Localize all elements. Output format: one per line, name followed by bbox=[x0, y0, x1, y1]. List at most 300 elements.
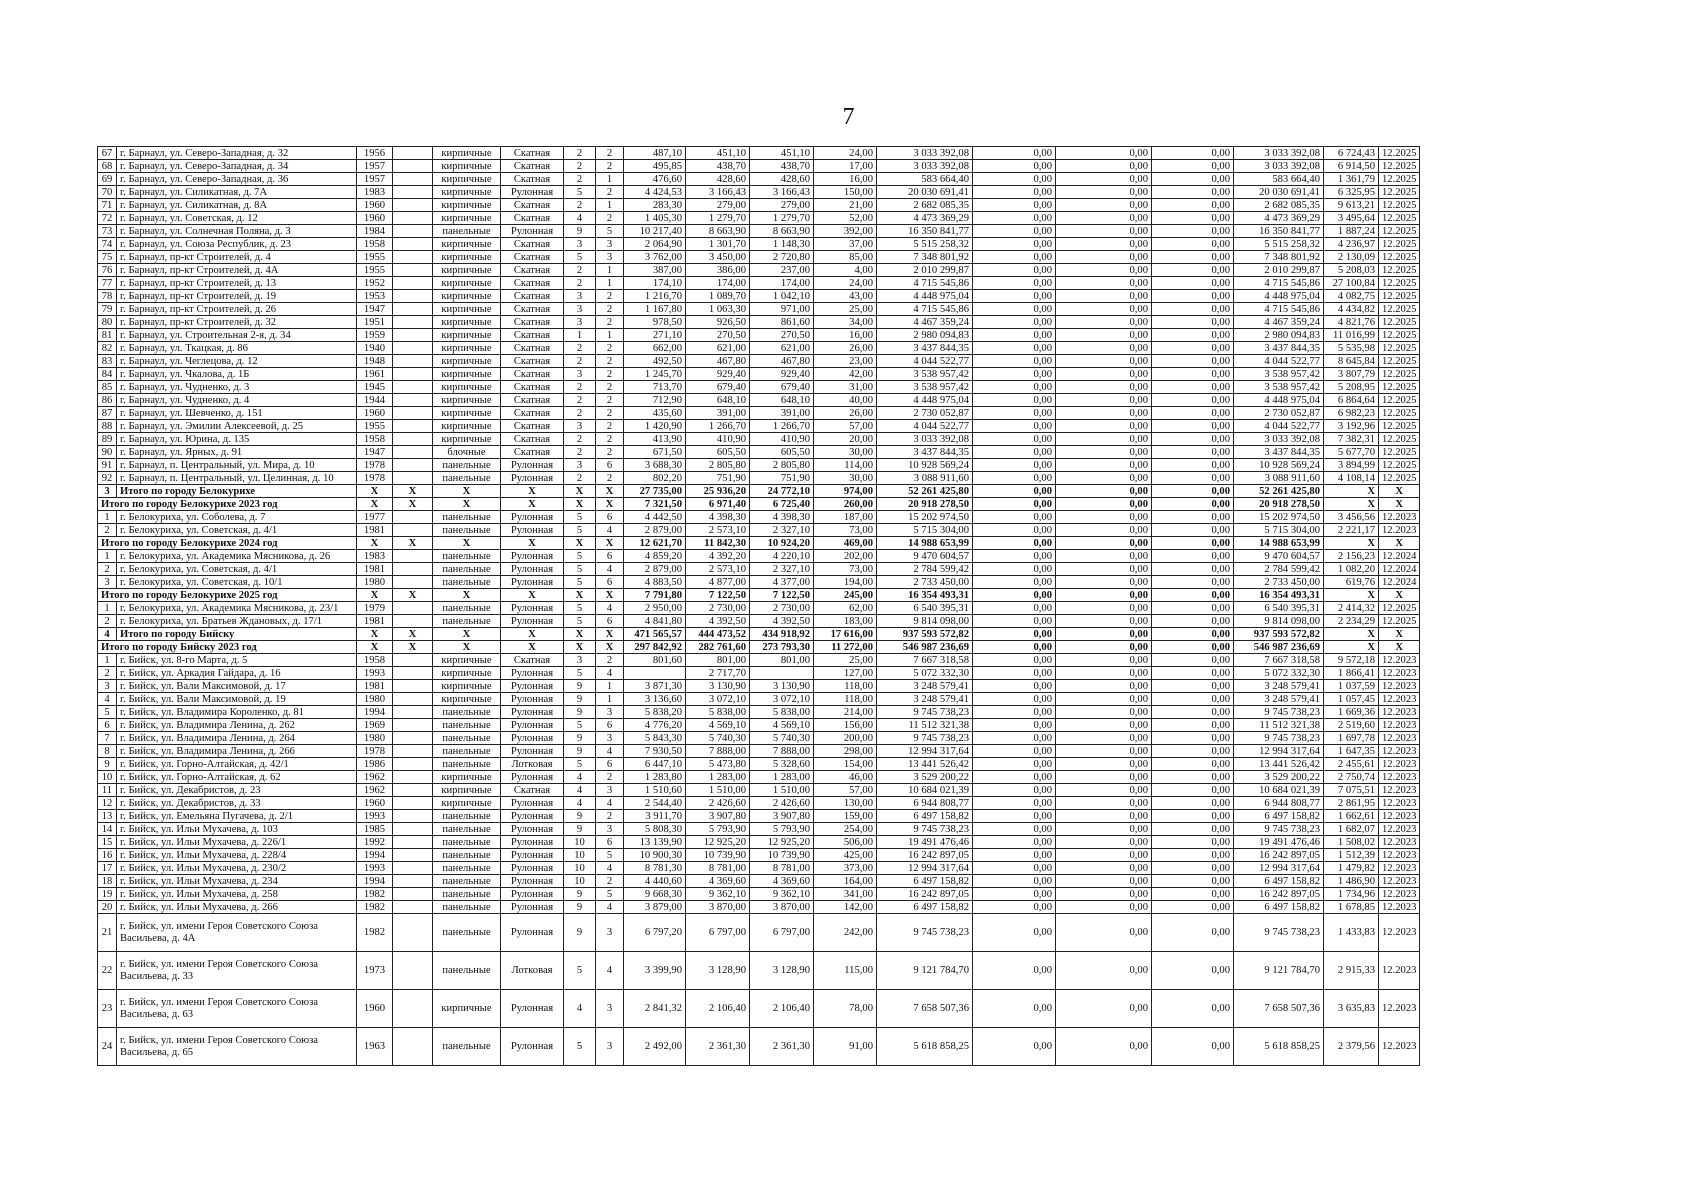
cost-total: 2 733 450,00 bbox=[877, 576, 973, 589]
total-area: 2 950,00 bbox=[624, 602, 686, 615]
wall-material: панельные bbox=[433, 836, 501, 849]
cost-local: 0,00 bbox=[1152, 251, 1234, 264]
total-area: 662,00 bbox=[624, 342, 686, 355]
cost-federal: 0,00 bbox=[973, 433, 1056, 446]
cost-owners: 3 088 911,60 bbox=[1234, 472, 1324, 485]
wall-material: кирпичные bbox=[433, 238, 501, 251]
cost-total: 14 988 653,99 bbox=[877, 537, 973, 550]
address: г. Барнаул, ул. Чеглецова, д. 12 bbox=[117, 355, 357, 368]
total-area: 9 668,30 bbox=[624, 888, 686, 901]
planned-date: 12.2025 bbox=[1379, 186, 1420, 199]
residents: 242,00 bbox=[814, 914, 877, 952]
table-row bbox=[98, 394, 1420, 407]
cost-regional: 0,00 bbox=[1056, 537, 1152, 550]
planned-date: 12.2025 bbox=[1379, 238, 1420, 251]
year-built: 1947 bbox=[357, 303, 393, 316]
floors: X bbox=[564, 589, 596, 602]
summary-row bbox=[98, 537, 1420, 550]
table-row bbox=[98, 147, 1420, 160]
cost-owners: 4 044 522,77 bbox=[1234, 420, 1324, 433]
planned-date: 12.2025 bbox=[1379, 173, 1420, 186]
wall-material: X bbox=[433, 589, 501, 602]
cost-owners: 3 248 579,41 bbox=[1234, 693, 1324, 706]
cost-local: 0,00 bbox=[1152, 952, 1234, 990]
floors: 3 bbox=[564, 654, 596, 667]
total-area: 4 424,53 bbox=[624, 186, 686, 199]
residents: 25,00 bbox=[814, 654, 877, 667]
year-built: 1955 bbox=[357, 264, 393, 277]
cost-owners: 937 593 572,82 bbox=[1234, 628, 1324, 641]
address: г. Барнаул, пр-кт Строителей, д. 4А bbox=[117, 264, 357, 277]
cost-per-sqm: 5 677,70 bbox=[1324, 446, 1379, 459]
cost-federal: 0,00 bbox=[973, 875, 1056, 888]
table-row bbox=[98, 1028, 1420, 1066]
cost-total: 4 044 522,77 bbox=[877, 420, 973, 433]
entrances: 5 bbox=[596, 849, 624, 862]
total-area: 802,20 bbox=[624, 472, 686, 485]
cost-regional: 0,00 bbox=[1056, 472, 1152, 485]
summary-label: Итого по городу Белокурихе 2025 год bbox=[98, 589, 357, 602]
entrances: 3 bbox=[596, 251, 624, 264]
floors: 4 bbox=[564, 990, 596, 1028]
residents: 392,00 bbox=[814, 225, 877, 238]
row-number: 90 bbox=[98, 446, 117, 459]
cost-per-sqm: 2 221,17 bbox=[1324, 524, 1379, 537]
wall-material: панельные bbox=[433, 862, 501, 875]
planned-date: 12.2025 bbox=[1379, 602, 1420, 615]
roof-type: X bbox=[501, 628, 564, 641]
cost-federal: 0,00 bbox=[973, 849, 1056, 862]
floors: 2 bbox=[564, 147, 596, 160]
table-row bbox=[98, 732, 1420, 745]
roof-type: Рулонная bbox=[501, 823, 564, 836]
cost-federal: 0,00 bbox=[973, 654, 1056, 667]
year-reconstructed bbox=[393, 238, 433, 251]
table-row bbox=[98, 836, 1420, 849]
roof-type: Скатная bbox=[501, 368, 564, 381]
address: г. Барнаул, пр-кт Строителей, д. 13 bbox=[117, 277, 357, 290]
table-row bbox=[98, 875, 1420, 888]
cost-per-sqm: 6 724,43 bbox=[1324, 147, 1379, 160]
year-built: 1993 bbox=[357, 862, 393, 875]
floors: 9 bbox=[564, 225, 596, 238]
living-area: 7 888,00 bbox=[686, 745, 750, 758]
cost-per-sqm: 11 016,99 bbox=[1324, 329, 1379, 342]
total-area: 5 838,20 bbox=[624, 706, 686, 719]
table-row bbox=[98, 511, 1420, 524]
cost-regional: 0,00 bbox=[1056, 160, 1152, 173]
total-area: 7 930,50 bbox=[624, 745, 686, 758]
cost-per-sqm: 1 508,02 bbox=[1324, 836, 1379, 849]
floors: 3 bbox=[564, 459, 596, 472]
floors: 10 bbox=[564, 836, 596, 849]
total-area: 2 544,40 bbox=[624, 797, 686, 810]
planned-date: 12.2025 bbox=[1379, 433, 1420, 446]
year-built: 1983 bbox=[357, 186, 393, 199]
row-number: 1 bbox=[98, 511, 117, 524]
address: г. Бийск, ул. 8-го Марта, д. 5 bbox=[117, 654, 357, 667]
cost-per-sqm: 1 697,78 bbox=[1324, 732, 1379, 745]
address: г. Бийск, ул. Аркадия Гайдара, д. 16 bbox=[117, 667, 357, 680]
entrances: 3 bbox=[596, 914, 624, 952]
cost-owners: 6 497 158,82 bbox=[1234, 810, 1324, 823]
total-area: 1 405,30 bbox=[624, 212, 686, 225]
residents: 73,00 bbox=[814, 563, 877, 576]
year-reconstructed: X bbox=[393, 641, 433, 654]
residential-area: 971,00 bbox=[750, 303, 814, 316]
address: г. Барнаул, ул. Ткацкая, д. 86 bbox=[117, 342, 357, 355]
cost-per-sqm: X bbox=[1324, 537, 1379, 550]
residential-area: 279,00 bbox=[750, 199, 814, 212]
residential-area: 679,40 bbox=[750, 381, 814, 394]
total-area: 174,10 bbox=[624, 277, 686, 290]
residential-area: 1 510,00 bbox=[750, 784, 814, 797]
address: г. Барнаул, ул. Северо-Западная, д. 32 bbox=[117, 147, 357, 160]
living-area: 1 266,70 bbox=[686, 420, 750, 433]
cost-regional: 0,00 bbox=[1056, 914, 1152, 952]
year-reconstructed bbox=[393, 147, 433, 160]
floors: 2 bbox=[564, 277, 596, 290]
cost-regional: 0,00 bbox=[1056, 602, 1152, 615]
cost-owners: 4 448 975,04 bbox=[1234, 394, 1324, 407]
cost-total: 12 994 317,64 bbox=[877, 745, 973, 758]
address: г. Белокуриха, ул. Академика Мясникова, д. 23/1 bbox=[117, 602, 357, 615]
roof-type: Рулонная bbox=[501, 693, 564, 706]
wall-material: кирпичные bbox=[433, 290, 501, 303]
cost-per-sqm: X bbox=[1324, 485, 1379, 498]
living-area: 5 473,80 bbox=[686, 758, 750, 771]
wall-material: панельные bbox=[433, 615, 501, 628]
living-area: 5 838,00 bbox=[686, 706, 750, 719]
row-number: 9 bbox=[98, 758, 117, 771]
roof-type: Рулонная bbox=[501, 901, 564, 914]
table-row bbox=[98, 329, 1420, 342]
row-number: 86 bbox=[98, 394, 117, 407]
cost-federal: 0,00 bbox=[973, 758, 1056, 771]
entrances: 6 bbox=[596, 836, 624, 849]
cost-total: 19 491 476,46 bbox=[877, 836, 973, 849]
roof-type: Скатная bbox=[501, 199, 564, 212]
cost-per-sqm: 4 108,14 bbox=[1324, 472, 1379, 485]
residents: 115,00 bbox=[814, 952, 877, 990]
cost-total: 6 497 158,82 bbox=[877, 875, 973, 888]
planned-date: 12.2025 bbox=[1379, 342, 1420, 355]
year-built: 1957 bbox=[357, 160, 393, 173]
cost-total: 20 918 278,50 bbox=[877, 498, 973, 511]
entrances: 2 bbox=[596, 446, 624, 459]
cost-federal: 0,00 bbox=[973, 459, 1056, 472]
cost-regional: 0,00 bbox=[1056, 524, 1152, 537]
table-row bbox=[98, 745, 1420, 758]
residents: 91,00 bbox=[814, 1028, 877, 1066]
row-number: 76 bbox=[98, 264, 117, 277]
residents: 73,00 bbox=[814, 524, 877, 537]
cost-per-sqm: 2 915,33 bbox=[1324, 952, 1379, 990]
residential-area: 391,00 bbox=[750, 407, 814, 420]
cost-federal: 0,00 bbox=[973, 823, 1056, 836]
entrances: 2 bbox=[596, 368, 624, 381]
table-row bbox=[98, 173, 1420, 186]
roof-type: Рулонная bbox=[501, 511, 564, 524]
entrances: 6 bbox=[596, 459, 624, 472]
cost-owners: 3 437 844,35 bbox=[1234, 342, 1324, 355]
cost-per-sqm: 1 361,79 bbox=[1324, 173, 1379, 186]
year-reconstructed bbox=[393, 316, 433, 329]
entrances: X bbox=[596, 537, 624, 550]
year-built: 1956 bbox=[357, 147, 393, 160]
cost-total: 2 010 299,87 bbox=[877, 264, 973, 277]
address: г. Бийск, ул. имени Героя Советского Союза Васильева, д. 4А bbox=[117, 914, 357, 952]
address: г. Барнаул, пр-кт Строителей, д. 4 bbox=[117, 251, 357, 264]
address: г. Бийск, ул. Ильи Мухачева, д. 258 bbox=[117, 888, 357, 901]
roof-type: Скатная bbox=[501, 160, 564, 173]
wall-material: панельные bbox=[433, 719, 501, 732]
cost-owners: 52 261 425,80 bbox=[1234, 485, 1324, 498]
address: г. Бийск, ул. Ильи Мухачева, д. 226/1 bbox=[117, 836, 357, 849]
year-built: 1981 bbox=[357, 680, 393, 693]
planned-date: 12.2023 bbox=[1379, 667, 1420, 680]
cost-total: 2 980 094,83 bbox=[877, 329, 973, 342]
total-area: 492,50 bbox=[624, 355, 686, 368]
cost-federal: 0,00 bbox=[973, 706, 1056, 719]
entrances: 1 bbox=[596, 329, 624, 342]
table-row bbox=[98, 602, 1420, 615]
planned-date: 12.2025 bbox=[1379, 316, 1420, 329]
cost-regional: 0,00 bbox=[1056, 459, 1152, 472]
cost-owners: 9 814 098,00 bbox=[1234, 615, 1324, 628]
row-number: 6 bbox=[98, 719, 117, 732]
cost-regional: 0,00 bbox=[1056, 147, 1152, 160]
planned-date: 12.2024 bbox=[1379, 563, 1420, 576]
residents: 26,00 bbox=[814, 407, 877, 420]
planned-date: 12.2023 bbox=[1379, 758, 1420, 771]
entrances: 4 bbox=[596, 667, 624, 680]
year-reconstructed bbox=[393, 901, 433, 914]
residential-area: 3 166,43 bbox=[750, 186, 814, 199]
cost-per-sqm: 1 037,59 bbox=[1324, 680, 1379, 693]
roof-type: Скатная bbox=[501, 212, 564, 225]
total-area bbox=[624, 667, 686, 680]
year-reconstructed bbox=[393, 615, 433, 628]
cost-local: 0,00 bbox=[1152, 485, 1234, 498]
entrances: 3 bbox=[596, 238, 624, 251]
entrances: 2 bbox=[596, 654, 624, 667]
cost-total: 6 944 808,77 bbox=[877, 797, 973, 810]
cost-regional: 0,00 bbox=[1056, 862, 1152, 875]
roof-type: X bbox=[501, 485, 564, 498]
year-built: 1944 bbox=[357, 394, 393, 407]
total-area: 283,30 bbox=[624, 199, 686, 212]
residential-area: 648,10 bbox=[750, 394, 814, 407]
cost-total: 583 664,40 bbox=[877, 173, 973, 186]
cost-regional: 0,00 bbox=[1056, 745, 1152, 758]
cost-local: 0,00 bbox=[1152, 1028, 1234, 1066]
roof-type: Рулонная bbox=[501, 732, 564, 745]
cost-local: 0,00 bbox=[1152, 758, 1234, 771]
year-reconstructed bbox=[393, 667, 433, 680]
planned-date: X bbox=[1379, 641, 1420, 654]
cost-federal: 0,00 bbox=[973, 446, 1056, 459]
cost-local: 0,00 bbox=[1152, 667, 1234, 680]
wall-material: X bbox=[433, 485, 501, 498]
total-area: 2 879,00 bbox=[624, 563, 686, 576]
row-number: 5 bbox=[98, 706, 117, 719]
residents: 40,00 bbox=[814, 394, 877, 407]
cost-total: 16 242 897,05 bbox=[877, 849, 973, 862]
roof-type: Скатная bbox=[501, 147, 564, 160]
cost-federal: 0,00 bbox=[973, 355, 1056, 368]
floors: 3 bbox=[564, 303, 596, 316]
cost-local: 0,00 bbox=[1152, 433, 1234, 446]
cost-owners: 20 918 278,50 bbox=[1234, 498, 1324, 511]
living-area: 679,40 bbox=[686, 381, 750, 394]
year-built: 1951 bbox=[357, 316, 393, 329]
address: г. Бийск, ул. Вали Максимовой, д. 19 bbox=[117, 693, 357, 706]
roof-type: Рулонная bbox=[501, 990, 564, 1028]
residents: 24,00 bbox=[814, 147, 877, 160]
cost-owners: 3 033 392,08 bbox=[1234, 147, 1324, 160]
cost-per-sqm: 5 208,95 bbox=[1324, 381, 1379, 394]
row-number: 8 bbox=[98, 745, 117, 758]
address: г. Белокуриха, ул. Братьев Ждановых, д. 17/1 bbox=[117, 615, 357, 628]
table-row bbox=[98, 576, 1420, 589]
wall-material: панельные bbox=[433, 511, 501, 524]
floors: 2 bbox=[564, 446, 596, 459]
planned-date: 12.2023 bbox=[1379, 862, 1420, 875]
wall-material: панельные bbox=[433, 524, 501, 537]
cost-per-sqm: 2 519,60 bbox=[1324, 719, 1379, 732]
year-built: 1973 bbox=[357, 952, 393, 990]
year-reconstructed: X bbox=[393, 485, 433, 498]
living-area: 391,00 bbox=[686, 407, 750, 420]
planned-date: X bbox=[1379, 589, 1420, 602]
cost-regional: 0,00 bbox=[1056, 784, 1152, 797]
planned-date: X bbox=[1379, 628, 1420, 641]
year-built: 1947 bbox=[357, 446, 393, 459]
cost-regional: 0,00 bbox=[1056, 667, 1152, 680]
year-built: 1962 bbox=[357, 784, 393, 797]
cost-federal: 0,00 bbox=[973, 238, 1056, 251]
cost-owners: 12 994 317,64 bbox=[1234, 862, 1324, 875]
year-reconstructed bbox=[393, 277, 433, 290]
cost-regional: 0,00 bbox=[1056, 511, 1152, 524]
year-reconstructed bbox=[393, 797, 433, 810]
cost-per-sqm: X bbox=[1324, 498, 1379, 511]
cost-regional: 0,00 bbox=[1056, 576, 1152, 589]
residential-area: 24 772,10 bbox=[750, 485, 814, 498]
living-area: 3 128,90 bbox=[686, 952, 750, 990]
year-built: 1962 bbox=[357, 771, 393, 784]
year-reconstructed bbox=[393, 368, 433, 381]
residents: 187,00 bbox=[814, 511, 877, 524]
planned-date: 12.2025 bbox=[1379, 329, 1420, 342]
address: г. Бийск, ул. Владимира Ленина, д. 262 bbox=[117, 719, 357, 732]
entrances: 2 bbox=[596, 303, 624, 316]
residents: 4,00 bbox=[814, 264, 877, 277]
living-area: 11 842,30 bbox=[686, 537, 750, 550]
cost-per-sqm: 5 535,98 bbox=[1324, 342, 1379, 355]
year-reconstructed bbox=[393, 719, 433, 732]
cost-regional: 0,00 bbox=[1056, 199, 1152, 212]
planned-date: 12.2025 bbox=[1379, 459, 1420, 472]
wall-material: кирпичные bbox=[433, 355, 501, 368]
wall-material: X bbox=[433, 641, 501, 654]
address: г. Белокуриха, ул. Советская, д. 4/1 bbox=[117, 524, 357, 537]
cost-per-sqm: 1 433,83 bbox=[1324, 914, 1379, 952]
wall-material: кирпичные bbox=[433, 251, 501, 264]
table-row bbox=[98, 433, 1420, 446]
cost-regional: 0,00 bbox=[1056, 290, 1152, 303]
cost-regional: 0,00 bbox=[1056, 316, 1152, 329]
cost-regional: 0,00 bbox=[1056, 680, 1152, 693]
living-area: 8 781,00 bbox=[686, 862, 750, 875]
row-number: 22 bbox=[98, 952, 117, 990]
residents: 164,00 bbox=[814, 875, 877, 888]
row-number: 83 bbox=[98, 355, 117, 368]
table-row bbox=[98, 212, 1420, 225]
year-built: 1993 bbox=[357, 667, 393, 680]
summary-row bbox=[98, 485, 1420, 498]
address: Итого по городу Бийску bbox=[117, 628, 357, 641]
cost-federal: 0,00 bbox=[973, 407, 1056, 420]
residents: 260,00 bbox=[814, 498, 877, 511]
planned-date: 12.2023 bbox=[1379, 524, 1420, 537]
wall-material: кирпичные bbox=[433, 381, 501, 394]
planned-date: 12.2023 bbox=[1379, 914, 1420, 952]
residential-area: 605,50 bbox=[750, 446, 814, 459]
table-row bbox=[98, 823, 1420, 836]
year-reconstructed bbox=[393, 680, 433, 693]
cost-regional: 0,00 bbox=[1056, 901, 1152, 914]
living-area: 4 392,50 bbox=[686, 615, 750, 628]
floors: 5 bbox=[564, 758, 596, 771]
planned-date: 12.2023 bbox=[1379, 719, 1420, 732]
entrances: 1 bbox=[596, 693, 624, 706]
year-reconstructed bbox=[393, 654, 433, 667]
cost-federal: 0,00 bbox=[973, 277, 1056, 290]
roof-type: Скатная bbox=[501, 342, 564, 355]
roof-type: Скатная bbox=[501, 264, 564, 277]
cost-per-sqm: 7 075,51 bbox=[1324, 784, 1379, 797]
living-area: 929,40 bbox=[686, 368, 750, 381]
floors: 5 bbox=[564, 719, 596, 732]
living-area: 9 362,10 bbox=[686, 888, 750, 901]
cost-total: 9 745 738,23 bbox=[877, 706, 973, 719]
address: г. Бийск, ул. Ильи Мухачева, д. 228/4 bbox=[117, 849, 357, 862]
table-row bbox=[98, 680, 1420, 693]
cost-per-sqm: 3 192,96 bbox=[1324, 420, 1379, 433]
residents: 30,00 bbox=[814, 446, 877, 459]
cost-total: 3 033 392,08 bbox=[877, 433, 973, 446]
floors: X bbox=[564, 641, 596, 654]
residential-area: 174,00 bbox=[750, 277, 814, 290]
year-reconstructed bbox=[393, 784, 433, 797]
cost-local: 0,00 bbox=[1152, 329, 1234, 342]
address: г. Барнаул, ул. Солнечная Поляна, д. 3 bbox=[117, 225, 357, 238]
residents: 150,00 bbox=[814, 186, 877, 199]
total-area: 487,10 bbox=[624, 147, 686, 160]
residential-area: 6 797,00 bbox=[750, 914, 814, 952]
entrances: 1 bbox=[596, 173, 624, 186]
cost-total: 11 512 321,38 bbox=[877, 719, 973, 732]
address: г. Бийск, ул. Владимира Ленина, д. 264 bbox=[117, 732, 357, 745]
planned-date: 12.2023 bbox=[1379, 680, 1420, 693]
roof-type: Лотковая bbox=[501, 758, 564, 771]
cost-per-sqm: 1 479,82 bbox=[1324, 862, 1379, 875]
address: г. Бийск, ул. Ильи Мухачева, д. 230/2 bbox=[117, 862, 357, 875]
wall-material: кирпичные bbox=[433, 160, 501, 173]
planned-date: 12.2023 bbox=[1379, 511, 1420, 524]
